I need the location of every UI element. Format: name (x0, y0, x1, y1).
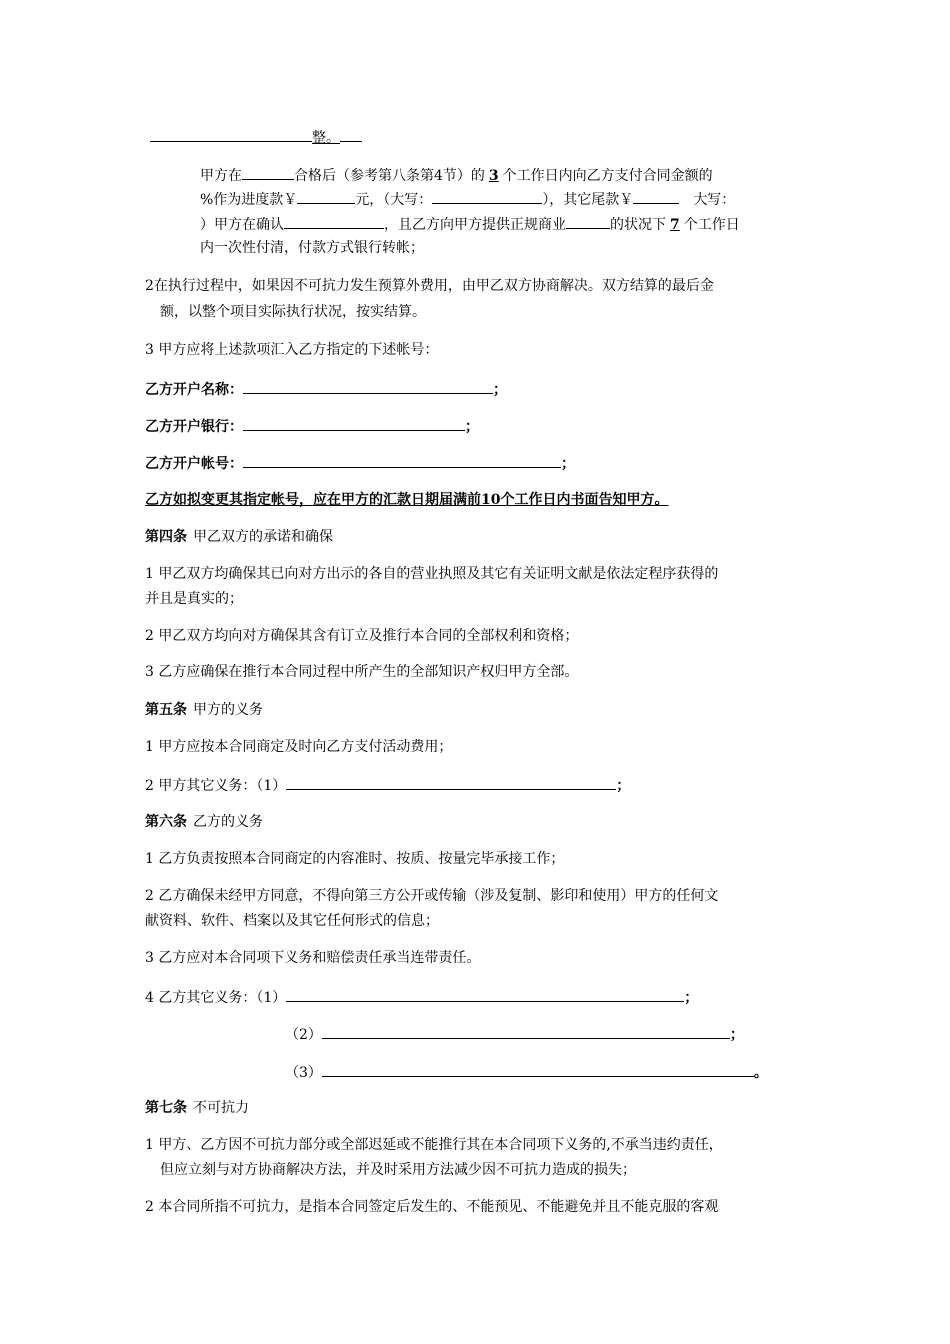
blank (297, 188, 355, 204)
article-4-heading (145, 527, 333, 547)
article-7-item-1-line-2: 但应立刻与对方协商解决方法，并及时采用方法减少因不可抗力造成的损失； (160, 1162, 636, 1178)
clause-2-line-1: 2在执行过程中，如果因不可抗力发生预算外费用，由甲乙双方协商解决。双方结算的最后金 (145, 278, 714, 294)
amount-line-end (150, 126, 362, 148)
article-6-item-4-3 (285, 1061, 768, 1083)
text: 大写： (693, 192, 736, 208)
text: 乙方的义务 (193, 814, 263, 830)
account-name-row (145, 378, 507, 400)
text: ； (465, 419, 479, 435)
text: 合格后（参考第八条第4节）的 (294, 168, 485, 184)
article-7-heading (145, 1098, 249, 1118)
text: %作为进度款￥ (200, 192, 298, 208)
clause-2-line-2: 额，以整个项目实际执行状况，按实结算。 (160, 304, 426, 320)
article-7-item-1-line-1: 1 甲方、乙方因不可抗力部分或全部迟延或不能推行其在本合同项下义务的,不承当违约责任， (145, 1137, 723, 1153)
account-bank-row (145, 415, 479, 437)
text: 个工作日内向乙方支付合同金额的 (502, 168, 713, 184)
account-number-label: 乙方开户帐号： (145, 456, 243, 472)
text: ，且乙方向甲方提供正规商业 (384, 217, 566, 233)
text: 元，（大写： (355, 192, 433, 208)
article-5-heading (145, 700, 263, 720)
days-value: 7 (670, 217, 680, 233)
account-bank-blank (243, 415, 465, 431)
text: 甲方的义务 (193, 702, 263, 718)
text: 第七条 (145, 1100, 187, 1116)
text: 甲方在 (200, 168, 242, 184)
text: 的状况下 (610, 217, 666, 233)
text: （3） (285, 1065, 322, 1081)
text: ； (493, 382, 507, 398)
days-value: 3 (488, 168, 499, 184)
text: 个工作日 (683, 217, 740, 233)
blank (566, 213, 610, 229)
blank (633, 188, 679, 204)
blank (242, 164, 294, 180)
text: 第四条 (145, 529, 187, 545)
text: （2） (285, 1027, 322, 1043)
blank (286, 774, 616, 790)
clause-3: 3 甲方应将上述款项汇入乙方指定的下述帐号： (145, 342, 439, 358)
payment-line-2 (200, 188, 735, 210)
text: 不可抗力 (193, 1100, 249, 1116)
article-4-item-3: 3 乙方应确保在推行本合同过程中所产生的全部知识产权归甲方全部。 (145, 664, 579, 680)
text: ； (684, 990, 699, 1006)
blank (432, 188, 542, 204)
article-6-item-3: 3 乙方应对本合同项下义务和赔偿责任承当连带责任。 (145, 950, 481, 966)
article-6-item-2-line-1: 2 乙方确保未经甲方同意，不得向第三方公开或传输（涉及复制、影印和使用）甲方的任何文 (145, 888, 719, 904)
account-number-blank (243, 452, 561, 468)
article-6-item-2-line-2: 献资料、软件、档案以及其它任何形式的信息； (145, 913, 439, 929)
article-4-item-1-line-2: 并且是真实的； (145, 591, 243, 607)
amount-suffix: 整。 (312, 130, 340, 146)
amount-tail-blank (340, 126, 362, 142)
article-6-item-4-2 (285, 1023, 744, 1045)
article-4-item-1-line-1: 1 甲乙双方均确保其已向对方出示的各自的营业执照及其它有关证明文献是依法定程序获得的 (145, 566, 719, 582)
article-5-item-1: 1 甲方应按本合同商定及时向乙方支付活动费用； (145, 739, 453, 755)
text: 第五条 (145, 702, 187, 718)
account-change-notice: 乙方如拟变更其指定帐号，应在甲方的汇款日期届满前10个工作日内书面告知甲方。 (145, 492, 669, 508)
text: ； (729, 1027, 744, 1043)
blank (322, 1023, 730, 1039)
text: ）甲方在确认 (200, 217, 284, 233)
account-name-label: 乙方开户名称： (145, 382, 243, 398)
article-6-item-1: 1 乙方负责按照本合同商定的内容准时、按质、按量完毕承接工作； (145, 851, 565, 867)
account-bank-label: 乙方开户银行： (145, 419, 243, 435)
text: 甲乙双方的承诺和确保 (193, 529, 333, 545)
text: ），其它尾款￥ (542, 192, 634, 208)
text: ； (561, 456, 575, 472)
text: ； (616, 778, 631, 794)
payment-line-4: 内一次性付清，付款方式银行转帐； (200, 240, 424, 256)
blank (286, 986, 684, 1002)
text: 2 甲方其它义务：（1） (145, 778, 287, 794)
amount-blank (150, 126, 312, 142)
article-6-heading (145, 812, 263, 832)
account-number-row (145, 452, 575, 474)
article-7-item-2-line-1: 2 本合同所指不可抗力，是指本合同签定后发生的、不能预见、不能避免并且不能克服的客观 (145, 1199, 719, 1215)
blank (284, 213, 384, 229)
text: 第六条 (145, 814, 187, 830)
article-6-item-4 (145, 986, 698, 1008)
payment-line-1 (200, 164, 713, 186)
text: 。 (753, 1065, 768, 1081)
payment-line-3 (200, 213, 740, 235)
account-name-blank (243, 378, 493, 394)
blank (322, 1061, 754, 1077)
text: 4 乙方其它义务：（1） (145, 990, 287, 1006)
article-4-item-2: 2 甲乙双方均向对方确保其含有订立及推行本合同的全部权利和资格； (145, 628, 579, 644)
article-5-item-2 (145, 774, 630, 796)
